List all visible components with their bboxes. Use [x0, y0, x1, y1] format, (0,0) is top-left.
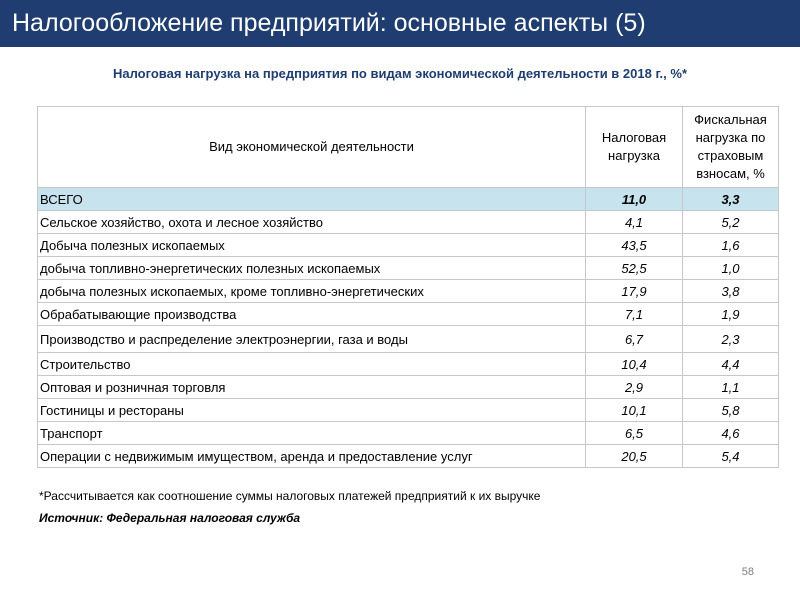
activity-cell: добыча полезных ископаемых, кроме топливно-энергетических	[38, 280, 586, 303]
source-note: Источник: Федеральная налоговая служба	[39, 511, 301, 525]
activity-cell: ВСЕГО	[38, 188, 586, 211]
tax-burden-cell: 43,5	[586, 234, 683, 257]
activity-cell: Оптовая и розничная торговля	[38, 376, 586, 399]
table-row	[38, 422, 779, 445]
activity-cell: Добыча полезных ископаемых	[38, 234, 586, 257]
table-row	[38, 303, 779, 326]
tax-burden-cell: 20,5	[586, 445, 683, 468]
column-header-tax-burden: Налоговая нагрузка	[586, 107, 683, 188]
page-number: 58	[741, 566, 754, 578]
header-bar	[0, 0, 800, 47]
insurance-burden-cell: 1,6	[683, 234, 779, 257]
tax-burden-table	[37, 106, 779, 468]
activity-cell: Обрабатывающие производства	[38, 303, 586, 326]
insurance-burden-cell: 3,8	[683, 280, 779, 303]
table-row	[38, 211, 779, 234]
tax-burden-cell: 6,5	[586, 422, 683, 445]
insurance-burden-cell: 1,9	[683, 303, 779, 326]
activity-cell: Операции с недвижимым имуществом, аренда и предоставление услуг	[38, 445, 586, 468]
tax-burden-cell: 11,0	[586, 188, 683, 211]
tax-burden-cell: 52,5	[586, 257, 683, 280]
tax-burden-cell: 7,1	[586, 303, 683, 326]
tax-burden-cell: 4,1	[586, 211, 683, 234]
activity-cell: Гостиницы и рестораны	[38, 399, 586, 422]
insurance-burden-cell: 5,8	[683, 399, 779, 422]
activity-cell: Строительство	[38, 353, 586, 376]
tax-burden-cell: 10,1	[586, 399, 683, 422]
activity-cell: добыча топливно-энергетических полезных ископаемых	[38, 257, 586, 280]
activity-cell: Транспорт	[38, 422, 586, 445]
tax-burden-cell: 10,4	[586, 353, 683, 376]
table-row	[38, 353, 779, 376]
insurance-burden-cell: 5,4	[683, 445, 779, 468]
insurance-burden-cell: 1,0	[683, 257, 779, 280]
column-header-insurance-burden: Фискальная нагрузка по страховым взносам, %	[683, 107, 779, 188]
table-row	[38, 326, 779, 353]
insurance-burden-cell: 3,3	[683, 188, 779, 211]
tax-burden-cell: 17,9	[586, 280, 683, 303]
table-row	[38, 234, 779, 257]
slide-title: Налогообложение предприятий: основные аспекты (5)	[12, 9, 646, 37]
table-row	[38, 445, 779, 468]
table-caption: Налоговая нагрузка на предприятия по видам экономической деятельности в 2018 г., %*	[112, 66, 688, 81]
table-row	[38, 376, 779, 399]
table-row	[38, 280, 779, 303]
insurance-burden-cell: 1,1	[683, 376, 779, 399]
table-row-total	[38, 188, 779, 211]
table-row	[38, 257, 779, 280]
activity-cell: Производство и распределение электроэнергии, газа и воды	[38, 326, 586, 353]
insurance-burden-cell: 5,2	[683, 211, 779, 234]
activity-cell: Сельское хозяйство, охота и лесное хозяйство	[38, 211, 586, 234]
insurance-burden-cell: 4,6	[683, 422, 779, 445]
column-header-activity: Вид экономической деятельности	[38, 107, 586, 188]
table-row	[38, 399, 779, 422]
insurance-burden-cell: 4,4	[683, 353, 779, 376]
tax-burden-cell: 6,7	[586, 326, 683, 353]
insurance-burden-cell: 2,3	[683, 326, 779, 353]
table-header-row	[38, 107, 779, 188]
footnote: *Рассчитывается как соотношение суммы налоговых платежей предприятий к их выручке	[39, 489, 541, 503]
tax-burden-cell: 2,9	[586, 376, 683, 399]
